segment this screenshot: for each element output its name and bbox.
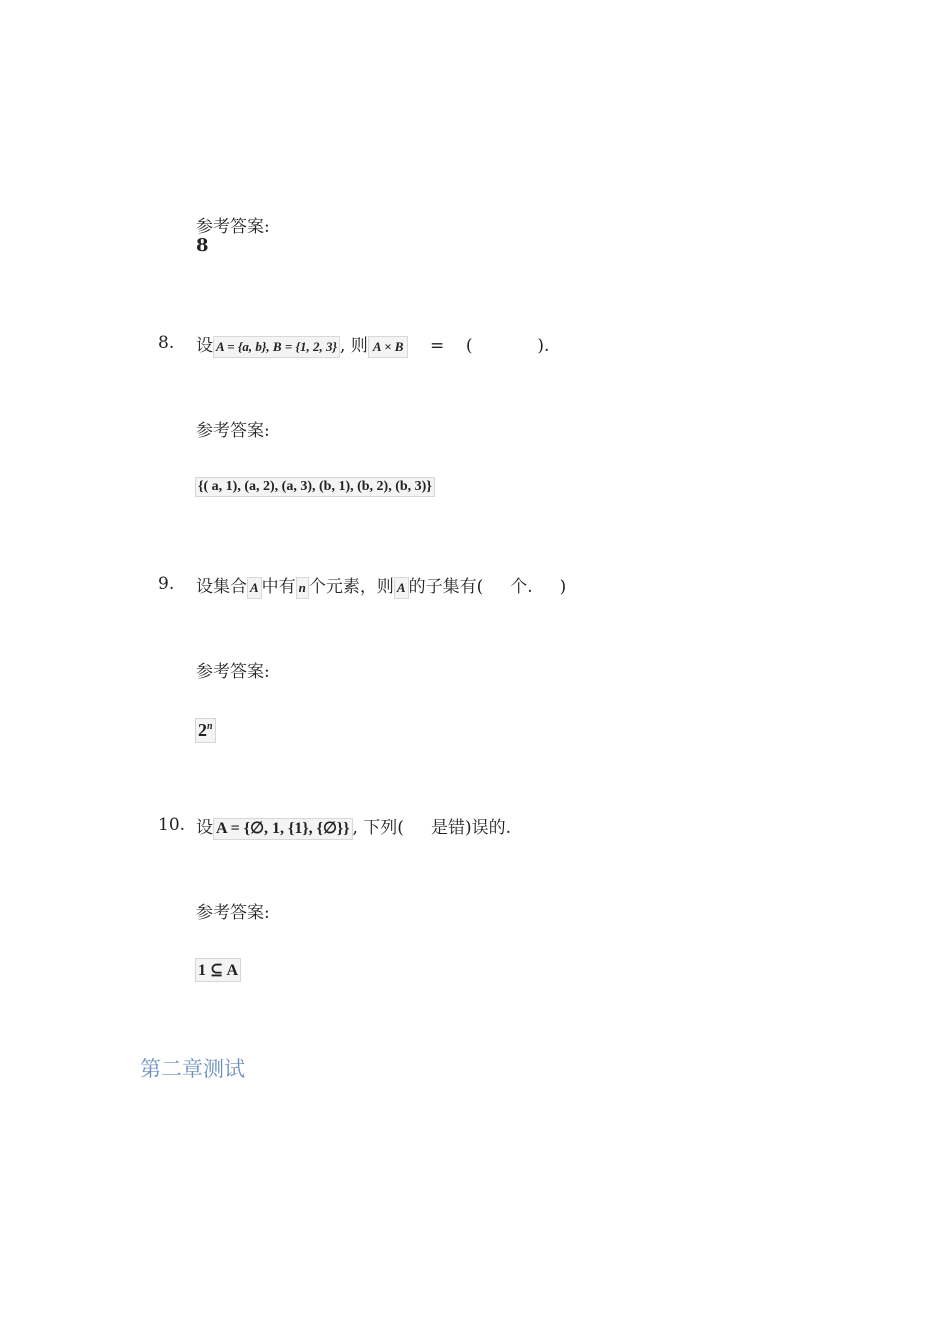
reference-answer-label: 参考答案:	[196, 662, 270, 682]
q9-var-n: n	[296, 577, 309, 599]
q10-tail: , 下列( 是错)误的.	[352, 818, 511, 838]
question-9-text	[196, 572, 566, 599]
q8-answer: {( a, 1), (a, 2), (a, 3), (b, 1), (b, 2), (b, 3)}	[195, 477, 435, 497]
reference-answer-label: 参考答案:	[196, 421, 270, 441]
q10-answer: 1 ⊆ A	[195, 958, 241, 982]
question-number-10: 10.	[158, 815, 186, 835]
q9-mid2: 个元素，则	[308, 577, 394, 597]
q9-prefix: 设集合	[196, 577, 247, 597]
question-number-9: 9.	[158, 574, 175, 594]
q9-var-a: A	[247, 577, 262, 599]
question-number-8: 8.	[158, 333, 175, 353]
q8-tail: = ( ).	[408, 336, 550, 356]
reference-answer-label: 参考答案:	[196, 217, 270, 237]
q9-var-a2: A	[394, 577, 409, 599]
reference-answer-label: 参考答案:	[196, 903, 270, 923]
q10-prefix: 设	[196, 818, 213, 838]
q9-mid1: 中有	[261, 577, 296, 597]
q10-set-definition: A = {∅, 1, {1}, {∅}}	[213, 818, 353, 840]
question-8-text	[196, 331, 549, 358]
q8-prefix: 设	[196, 336, 213, 356]
q8-product: A × B	[368, 336, 409, 358]
question-10-text	[196, 813, 511, 840]
q8-set-definition: A = {a, b}, B = {1, 2, 3}	[213, 336, 340, 358]
q8-mid: , 则	[340, 336, 368, 356]
section-heading: 第二章测试	[140, 1057, 245, 1081]
q9-answer: 2$^n$	[195, 718, 216, 743]
q7-answer: 8	[196, 235, 209, 256]
q9-tail: 的子集有( 个. )	[408, 577, 567, 597]
